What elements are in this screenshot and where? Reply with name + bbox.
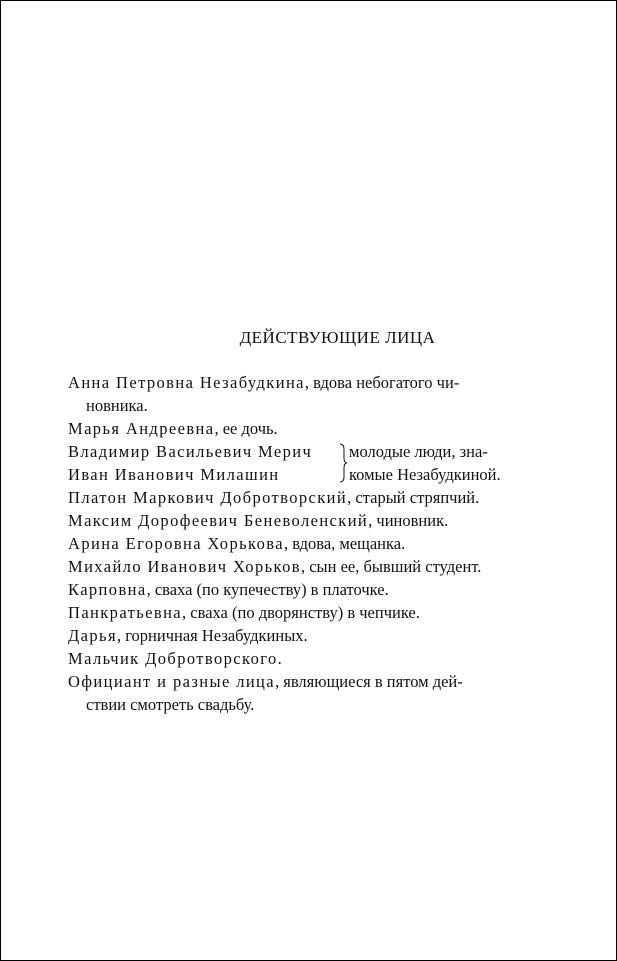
character-entry-maksim	[68, 509, 528, 532]
character-entry-platon	[68, 486, 528, 509]
brace-symbol	[339, 443, 347, 483]
character-name: Мальчик Добротворского	[68, 649, 278, 668]
character-description-continuation: ствии смотреть свадьбу.	[86, 695, 255, 714]
character-name: Михайло Иванович Хорьков	[68, 557, 301, 576]
character-description: , сын ее, бывший студент.	[300, 557, 482, 576]
character-description: , вдова, мещанка.	[283, 534, 406, 553]
character-name: Карповна	[68, 580, 147, 599]
character-entry-karpovna	[68, 578, 528, 601]
character-entry-pankratyevna	[68, 601, 528, 624]
character-description: .	[277, 649, 282, 668]
character-entry-malchik	[68, 647, 528, 670]
character-name: Марья Андреевна	[68, 419, 215, 438]
character-name: Иван Иванович Милашин	[68, 465, 280, 484]
character-name: Владимир Васильевич Мерич	[68, 442, 313, 461]
character-description: , чиновник.	[368, 511, 449, 530]
character-description: , старый стряпчий.	[347, 488, 480, 507]
character-name: Официант и разные лица	[68, 672, 276, 691]
character-name: Платон Маркович Добротворский	[68, 488, 348, 507]
character-description: , сваха (по купечеству) в платочке.	[146, 580, 389, 599]
character-list	[68, 371, 528, 716]
character-entry-ofitsiant	[68, 670, 528, 693]
character-name: Арина Егоровна Хорькова	[68, 534, 284, 553]
character-name: Панкратьевна	[68, 603, 183, 622]
character-description: , ее дочь.	[214, 419, 278, 438]
character-entry-marya	[68, 417, 528, 440]
character-entry-arina	[68, 532, 528, 555]
shared-description: молодые люди, зна- комые Незабудкиной.	[349, 442, 501, 484]
character-entry-pair	[68, 440, 528, 486]
character-description: , являющиеся в пятом дей-	[275, 672, 463, 691]
character-name: Анна Петровна Незабудкина	[68, 373, 305, 392]
character-description: , горничная Незабудкиных.	[116, 626, 308, 645]
character-entry-mikhailo	[68, 555, 528, 578]
character-description: , вдова небогатого чи-	[304, 373, 460, 392]
page-heading: ДЕЙСТВУЮЩИЕ ЛИЦА	[239, 328, 436, 347]
character-entry-anna	[68, 371, 528, 394]
character-description: , сваха (по дворянству) в чепчике.	[182, 603, 420, 622]
character-name: Дарья	[68, 626, 117, 645]
character-description-continuation: новника.	[86, 396, 148, 415]
character-name: Максим Дорофеевич Беневоленский	[68, 511, 369, 530]
character-entry-darya	[68, 624, 528, 647]
